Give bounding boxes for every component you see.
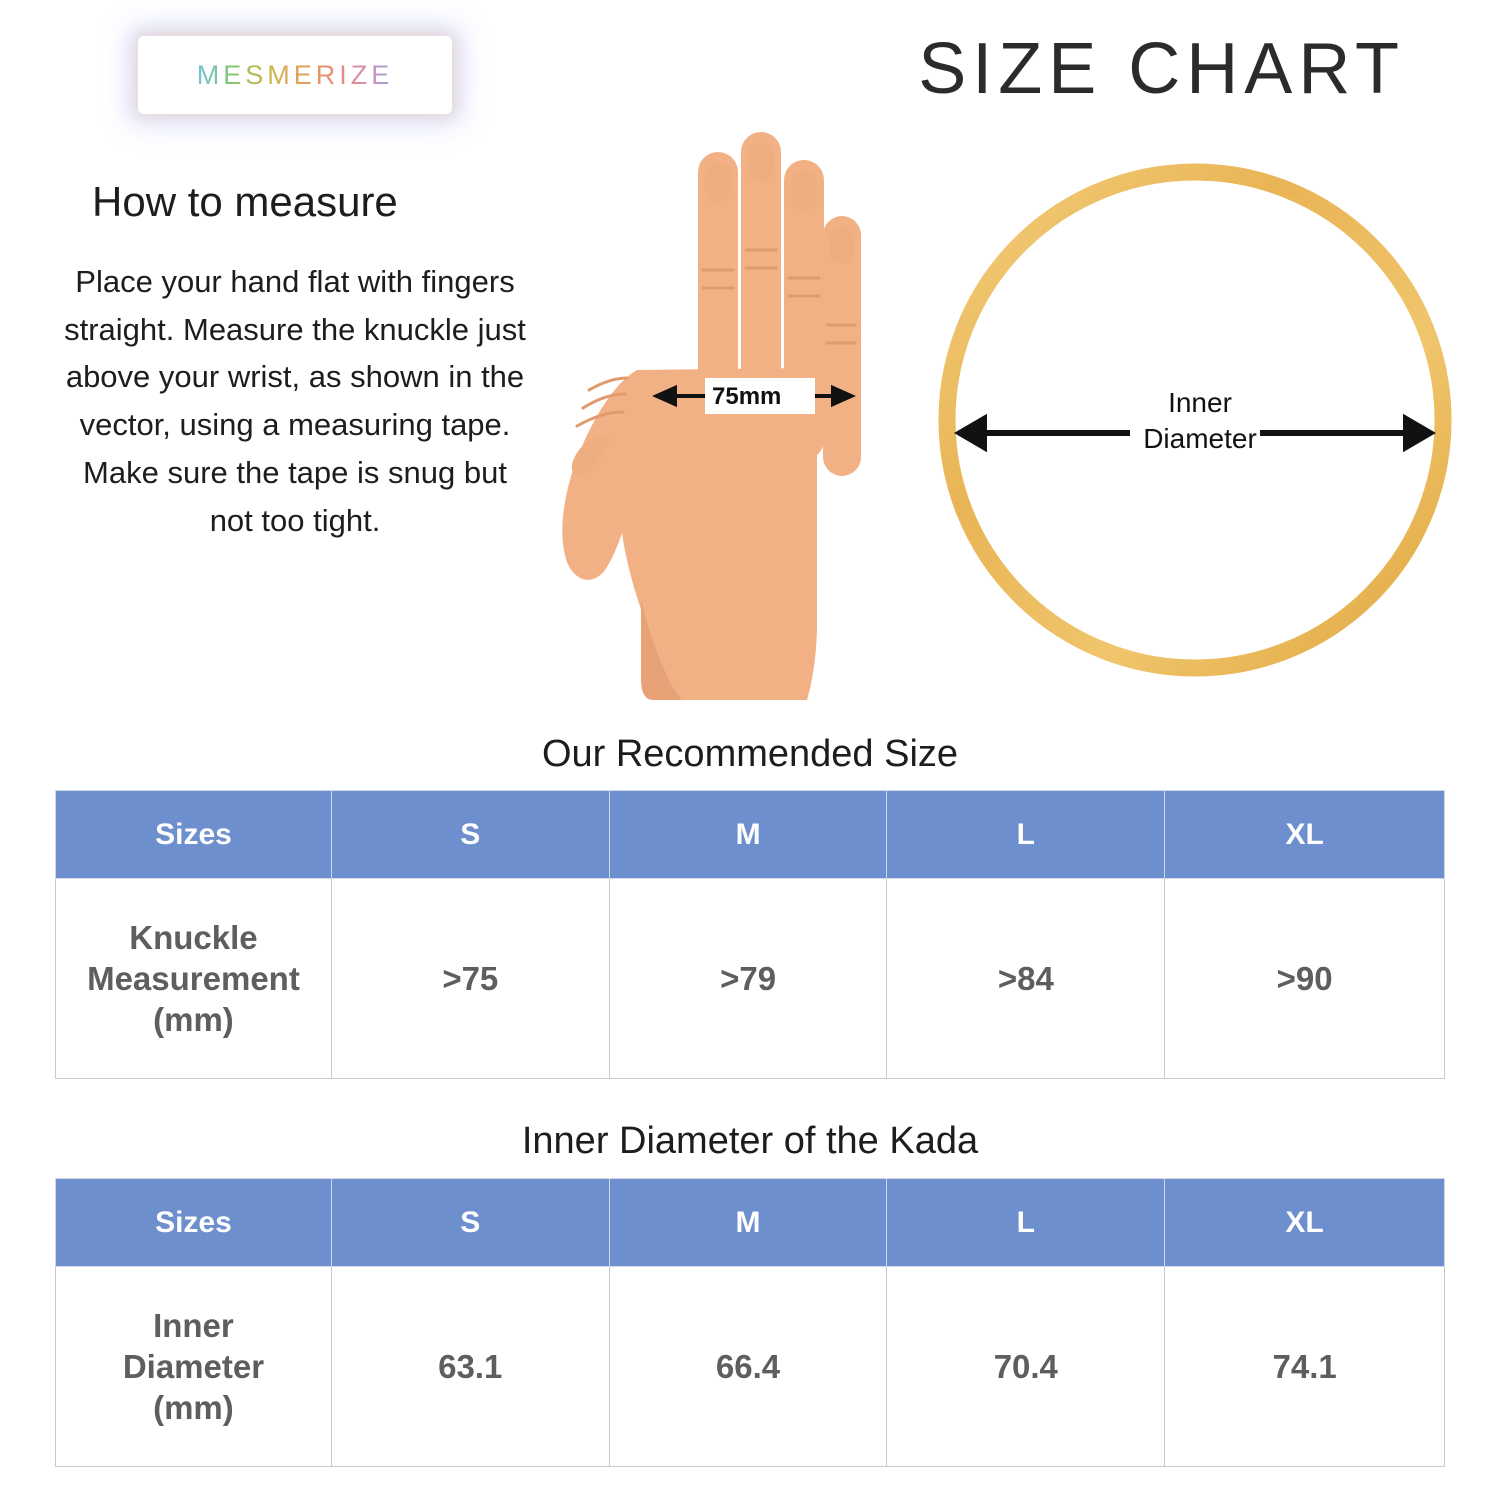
row-label-inner-diameter — [56, 1267, 332, 1467]
bangle-diameter-label — [1110, 385, 1290, 458]
cell-inner-l: 70.4 — [887, 1267, 1165, 1467]
cell-knuckle-l: >84 — [887, 879, 1165, 1079]
bangle-label-line2: Diameter — [1143, 423, 1257, 455]
recommended-size-title: Our Recommended Size — [541, 733, 959, 775]
col-header-xl: XL — [1165, 791, 1445, 879]
row-label-line-2: Diameter — [122, 1347, 265, 1385]
inner-diameter-title: Inner Diameter of the Kada — [521, 1120, 979, 1162]
cell-knuckle-xl: >90 — [1165, 879, 1445, 1079]
col-header-sizes-2: Sizes — [56, 1179, 332, 1267]
cell-inner-m: 66.4 — [609, 1267, 887, 1467]
col-header-sizes: Sizes — [56, 791, 332, 879]
table-row — [56, 879, 1445, 1079]
cell-knuckle-m: >79 — [609, 879, 887, 1079]
col-header-m-2: M — [609, 1179, 887, 1267]
brand-logo — [140, 38, 450, 112]
col-header-l: L — [887, 791, 1165, 879]
col-header-xl-2: XL — [1165, 1179, 1445, 1267]
table-header-row — [56, 1179, 1445, 1267]
row-label-line-3: (mm) — [153, 1001, 234, 1039]
cell-inner-xl: 74.1 — [1165, 1267, 1445, 1467]
row-label-line-1: Inner — [153, 1306, 234, 1344]
brand-name: MESMERIZE — [196, 59, 394, 90]
col-header-s-2: S — [331, 1179, 609, 1267]
row-label-line-1: Knuckle — [129, 918, 258, 956]
howto-heading: How to measure — [92, 178, 398, 225]
page-title: SIZE CHART — [918, 29, 1405, 109]
table-header-row — [56, 791, 1445, 879]
hand-measure-label: 75mm — [712, 383, 782, 410]
cell-knuckle-s: >75 — [331, 879, 609, 1079]
row-label-knuckle — [56, 879, 332, 1079]
row-label-line-3: (mm) — [153, 1389, 234, 1427]
hand-shape — [562, 132, 861, 700]
row-label-line-2: Measurement — [87, 959, 300, 997]
recommended-size-table — [55, 790, 1445, 1079]
hand-illustration — [545, 120, 885, 710]
col-header-m: M — [609, 791, 887, 879]
table-row — [56, 1267, 1445, 1467]
bangle-label-line1: Inner — [1168, 387, 1232, 418]
cell-inner-s: 63.1 — [331, 1267, 609, 1467]
howto-body: Place your hand flat with fingers straight. Measure the knuckle just above your wrist, as shown in the vector, using a measuring tape. Make sure the tape is snug but not too tight. — [64, 264, 526, 538]
col-header-l-2: L — [887, 1179, 1165, 1267]
inner-diameter-table — [55, 1178, 1445, 1467]
col-header-s: S — [331, 791, 609, 879]
